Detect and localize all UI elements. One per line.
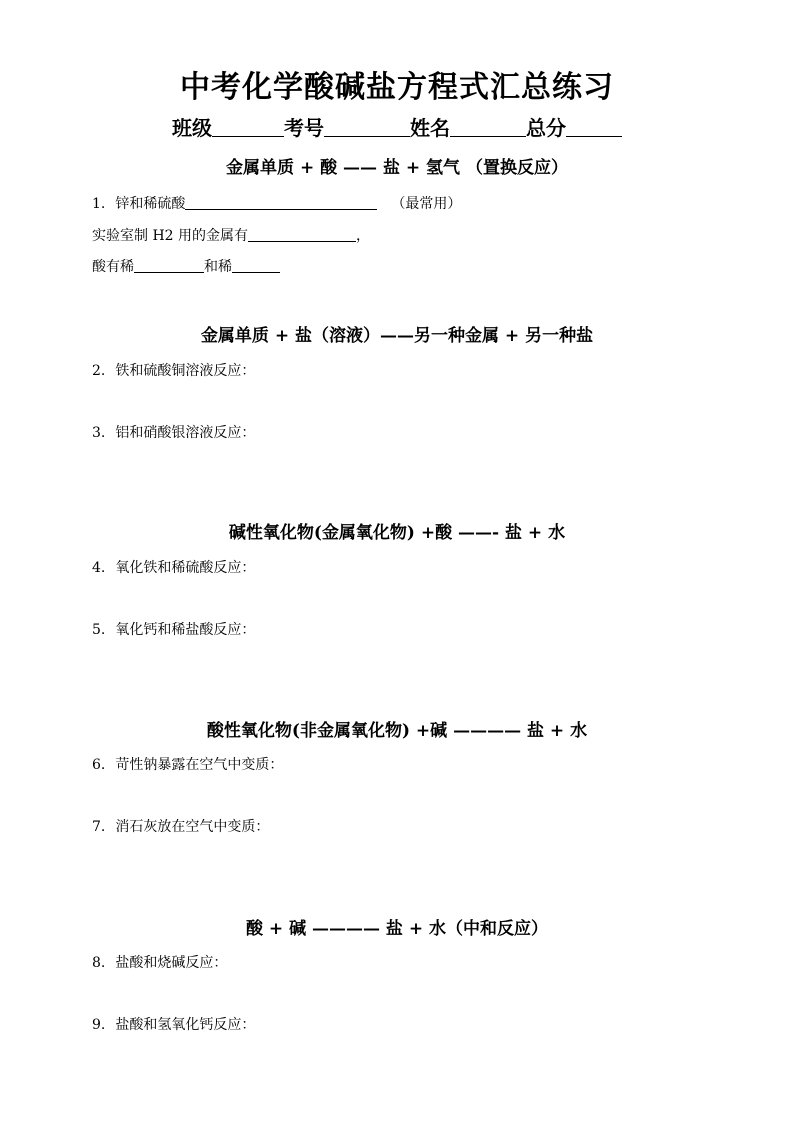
question-text: 氧化钙和稀盐酸反应： (115, 622, 256, 638)
question-number: 2. (92, 363, 106, 379)
question-text: ， (356, 228, 371, 244)
exam-no-blank (324, 118, 410, 137)
question-note: （最常用） (391, 196, 462, 212)
question-text: 实验室制 H2 用的金属有 (92, 228, 249, 244)
question-6 (92, 754, 283, 774)
question-4 (92, 557, 255, 577)
class-label: 班级 (172, 116, 212, 140)
question-text: 铁和硫酸铜溶液反应： (115, 363, 256, 379)
question-text: 氧化铁和稀硫酸反应： (115, 560, 256, 576)
total-label: 总分 (526, 116, 566, 140)
question-number: 1. (92, 196, 106, 212)
question-number: 9. (92, 1017, 106, 1033)
answer-blank (248, 227, 356, 242)
question-text: 酸有稀 (92, 259, 134, 275)
question-number: 7. (92, 819, 106, 835)
question-5 (92, 619, 255, 639)
question-3 (92, 422, 255, 442)
student-info-line (0, 112, 794, 141)
section-heading-4: 酸性氧化物(非金属氧化物) +碱 ———— 盐 + 水 (206, 721, 588, 741)
question-text: 苛性钠暴露在空气中变质： (115, 757, 284, 773)
answer-blank (185, 195, 377, 210)
name-blank (450, 118, 526, 137)
question-1-line-2 (92, 225, 370, 245)
question-text: 和稀 (204, 259, 232, 275)
answer-blank (232, 258, 280, 273)
question-2 (92, 360, 255, 380)
question-text: 铝和硝酸银溶液反应： (115, 425, 256, 441)
question-number: 4. (92, 560, 106, 576)
total-blank (566, 118, 622, 137)
question-text: 盐酸和烧碱反应： (115, 955, 228, 971)
question-number: 5. (92, 622, 106, 638)
name-label: 姓名 (410, 116, 450, 140)
section-heading-1: 金属单质 + 酸 —— 盐 + 氢气 （置换反应） (226, 158, 568, 178)
question-text: 消石灰放在空气中变质： (115, 819, 270, 835)
question-number: 3. (92, 425, 106, 441)
page-title: 中考化学酸碱盐方程式汇总练习 (180, 70, 614, 105)
question-1-line-3 (92, 256, 280, 276)
class-blank (212, 118, 284, 137)
exam-no-label: 考号 (284, 116, 324, 140)
section-heading-3: 碱性氧化物(金属氧化物) +酸 ——- 盐 + 水 (228, 523, 566, 543)
section-heading-5: 酸 + 碱 ———— 盐 + 水（中和反应） (246, 919, 548, 939)
question-7 (92, 816, 269, 836)
answer-blank (134, 258, 204, 273)
question-text: 盐酸和氢氧化钙反应： (115, 1017, 256, 1033)
question-8 (92, 952, 227, 972)
question-number: 8. (92, 955, 106, 971)
question-9 (92, 1014, 255, 1034)
question-number: 6. (92, 757, 106, 773)
question-text: 锌和稀硫酸 (115, 196, 186, 212)
section-heading-2: 金属单质 + 盐（溶液）——另一种金属 + 另一种盐 (200, 326, 594, 346)
question-1 (92, 193, 461, 213)
